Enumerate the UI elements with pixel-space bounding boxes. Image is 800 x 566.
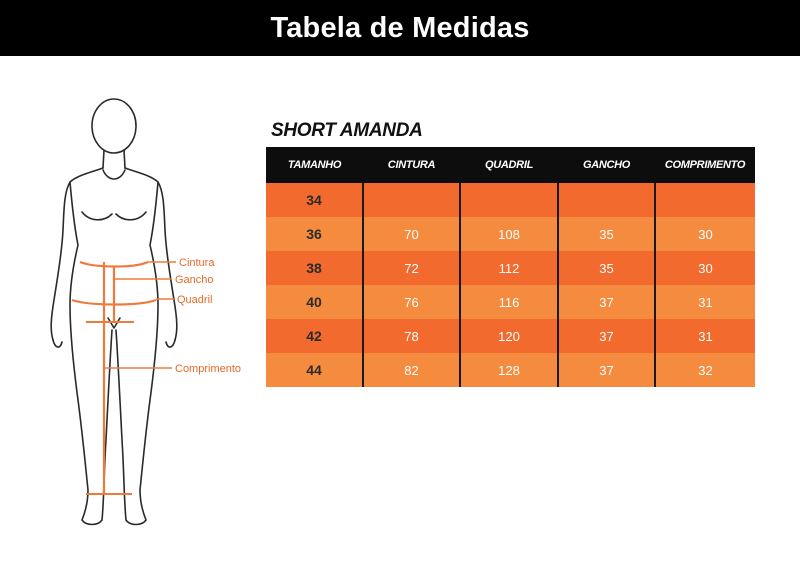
table-header-row xyxy=(266,147,755,183)
body-measurement-figure xyxy=(0,56,260,566)
cell-gancho: 35 xyxy=(558,251,655,285)
table-row xyxy=(266,285,755,319)
cell-comprimento: 30 xyxy=(655,217,755,251)
cell-gancho: 37 xyxy=(558,319,655,353)
header-tamanho: TAMANHO xyxy=(266,147,363,183)
cell-quadril: 112 xyxy=(460,251,558,285)
page-title: Tabela de Medidas xyxy=(270,11,530,44)
cell-size: 36 xyxy=(266,217,363,251)
cell-comprimento: 32 xyxy=(655,353,755,387)
label-quadril: Quadril xyxy=(177,294,213,306)
cell-gancho xyxy=(558,183,655,217)
cell-gancho: 37 xyxy=(558,285,655,319)
cintura-line xyxy=(80,262,148,267)
header-comprimento: COMPRIMENTO xyxy=(655,147,755,183)
cell-size: 38 xyxy=(266,251,363,285)
cell-cintura xyxy=(363,183,460,217)
cell-quadril xyxy=(460,183,558,217)
table-row xyxy=(266,183,755,217)
label-cintura: Cintura xyxy=(179,257,215,269)
label-comprimento: Comprimento xyxy=(175,363,242,375)
product-name: SHORT AMANDA xyxy=(271,120,423,141)
header-gancho: GANCHO xyxy=(558,147,655,183)
cell-cintura: 76 xyxy=(363,285,460,319)
cell-comprimento xyxy=(655,183,755,217)
cell-gancho: 35 xyxy=(558,217,655,251)
cell-comprimento: 30 xyxy=(655,251,755,285)
header-cintura: CINTURA xyxy=(363,147,460,183)
page-header xyxy=(0,0,800,56)
figure-head xyxy=(92,99,136,153)
cell-quadril: 128 xyxy=(460,353,558,387)
cell-quadril: 116 xyxy=(460,285,558,319)
cell-quadril: 108 xyxy=(460,217,558,251)
figure-neckline xyxy=(103,170,125,179)
table-row xyxy=(266,353,755,387)
table-row xyxy=(266,251,755,285)
cell-gancho: 37 xyxy=(558,353,655,387)
figure-bust xyxy=(82,212,146,220)
cell-comprimento: 31 xyxy=(655,319,755,353)
cell-quadril: 120 xyxy=(460,319,558,353)
cell-cintura: 72 xyxy=(363,251,460,285)
cell-cintura: 78 xyxy=(363,319,460,353)
label-gancho: Gancho xyxy=(175,274,214,286)
size-table xyxy=(266,147,755,387)
cell-cintura: 82 xyxy=(363,353,460,387)
table-row xyxy=(266,217,755,251)
cell-comprimento: 31 xyxy=(655,285,755,319)
table-row xyxy=(266,319,755,353)
cell-size: 44 xyxy=(266,353,363,387)
cell-size: 42 xyxy=(266,319,363,353)
header-quadril: QUADRIL xyxy=(460,147,558,183)
cell-cintura: 70 xyxy=(363,217,460,251)
cell-size: 40 xyxy=(266,285,363,319)
cell-size: 34 xyxy=(266,183,363,217)
